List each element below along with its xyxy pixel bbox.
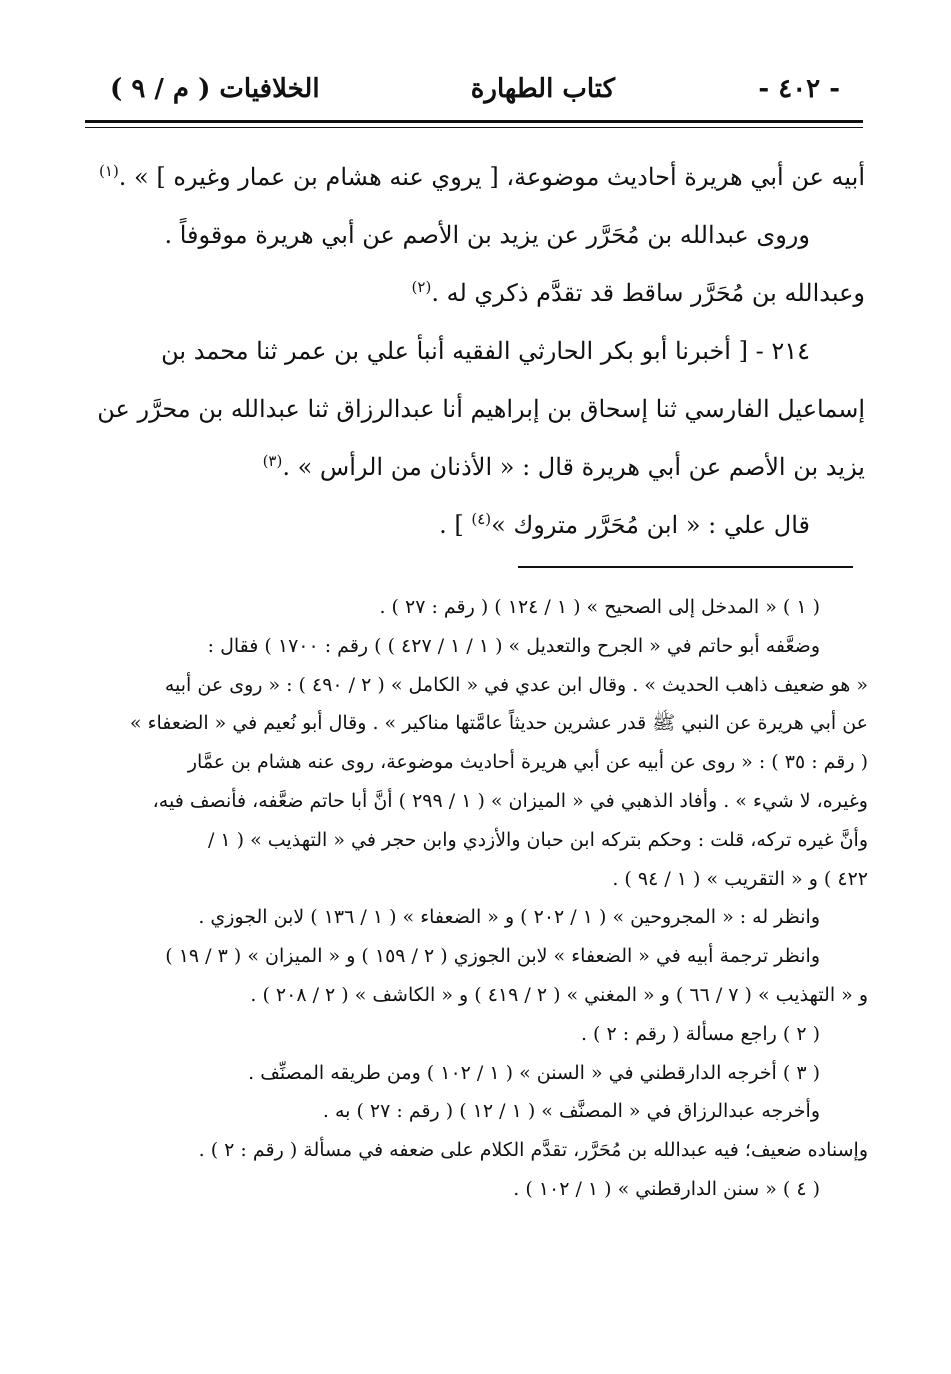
footnote-line: وأنَّ غيره تركه، قلت : وحكم بتركه ابن حبان والأزدي وابن حجر في « التهذيب » ( ١ / <box>207 828 868 851</box>
footnote-line: و « التهذيب » ( ٧ / ٦٦ ) و « المغني » ( ٢ / ٤١٩ ) و « الكاشف » ( ٢ / ٢٠٨ ) . <box>250 983 868 1006</box>
footnote-line: وضعَّفه أبو حاتم في « الجرح والتعديل » ( ١ / ١ / ٤٢٧ ) ) رقم : ١٧٠٠ ) فقال : <box>207 634 820 657</box>
footnote-line: وغيره، لا شيء » . وأفاد الذهبي في « الميزان » ( ١ / ٢٩٩ ) أنَّ أبا حاتم ضعَّفه، فأنصف فيه، <box>152 789 868 812</box>
book-title: كتاب الطهارة <box>470 74 615 104</box>
footnote-line: وإسناده ضعيف؛ فيه عبدالله بن مُحَرَّر، تقدَّم الكلام على ضعفه في مسألة ( رقم : ٢ ) . <box>198 1139 868 1162</box>
footnote-line: وأخرجه عبدالرزاق في « المصنَّف » ( ١ / ١٢ ) ( رقم : ٢٧ ) به . <box>322 1100 820 1123</box>
main-line: وروى عبدالله بن مُحَرَّر عن يزيد بن الأصم عن أبي هريرة موقوفاً . <box>164 221 810 249</box>
main-line: أبيه عن أبي هريرة أحاديث موضوعة، [ يروي عنه هشام بن عمار وغيره ] » .$^{(١)}$ <box>99 162 865 191</box>
footnote-line: عن أبي هريرة عن النبي ﷺ قدر عشرين حديثاً عامَّتها مناكير » . وقال أبو نُعيم في « الضعفاء » <box>129 712 868 735</box>
footnote-ref: (٢) <box>411 278 432 296</box>
footnotes <box>78 588 868 1209</box>
header-rule-thick <box>85 120 863 123</box>
main-line: ٢١٤ - [ أخبرنا أبو بكر الحارثي الفقيه أنبأ علي بن عمر ثنا محمد بن <box>161 337 810 365</box>
footnote-line: وانظر ترجمة أبيه في « الضعفاء » لابن الجوزي ( ٢ / ١٥٩ ) و « الميزان » ( ٣ / ١٩ ) <box>165 945 820 968</box>
main-text <box>80 148 865 554</box>
footnote-ref: (١) <box>99 162 119 180</box>
footnote-line: وانظر له : « المجروحين » ( ١ / ٢٠٢ ) و « الضعفاء » ( ١ / ١٣٦ ) لابن الجوزي . <box>198 906 820 929</box>
page-header <box>110 64 840 114</box>
main-line: يزيد بن الأصم عن أبي هريرة قال : « الأذنان من الرأس » .$^{(٣)}$ <box>262 452 865 481</box>
footnote-line: ٤٢٢ ) و « التقريب » ( ١ / ٩٤ ) . <box>612 867 868 890</box>
footnote-line: ( ٤ ) « سنن الدارقطني » ( ١ / ١٠٢ ) . <box>513 1177 820 1200</box>
footnote-line: ( ١ ) « المدخل إلى الصحيح » ( ١ / ١٢٤ ) ( رقم : ٢٧ ) . <box>379 596 820 618</box>
footnote-ref: (٣) <box>262 452 283 470</box>
volume-label: الخلافيات ( م / ٩ ) <box>110 74 320 104</box>
main-line: قال علي : « ابن مُحَرَّر متروك »$^{(٤)}$ ] . <box>439 510 810 539</box>
footnote-ref: (٤) <box>471 510 492 528</box>
footnote-line: « هو ضعيف ذاهب الحديث » . وقال ابن عدي في « الكامل » ( ٢ / ٤٩٠ ) : « روى عن أبيه <box>164 673 868 696</box>
footnote-line: ( ٣ ) أخرجه الدارقطني في « السنن » ( ١ / ١٠٢ ) ومن طريقه المصنِّف . <box>248 1061 820 1084</box>
page-number: - ٤٠٢ - <box>758 74 840 104</box>
header-rule-thin <box>85 127 863 128</box>
main-line: وعبدالله بن مُحَرَّر ساقط قد تقدَّم ذكري له .$^{(٢)}$ <box>411 278 865 307</box>
footnote-line: ( رقم : ٣٥ ) : « روى عن أبيه عن أبي هريرة أحاديث موضوعة، روى عنه هشام بن عمَّار <box>187 751 868 774</box>
footnote-line: ( ٢ ) راجع مسألة ( رقم : ٢ ) . <box>580 1022 820 1045</box>
main-line: إسماعيل الفارسي ثنا إسحاق بن إبراهيم أنا عبدالرزاق ثنا عبدالله بن محرَّر عن <box>97 395 865 423</box>
footnote-separator <box>518 566 853 568</box>
